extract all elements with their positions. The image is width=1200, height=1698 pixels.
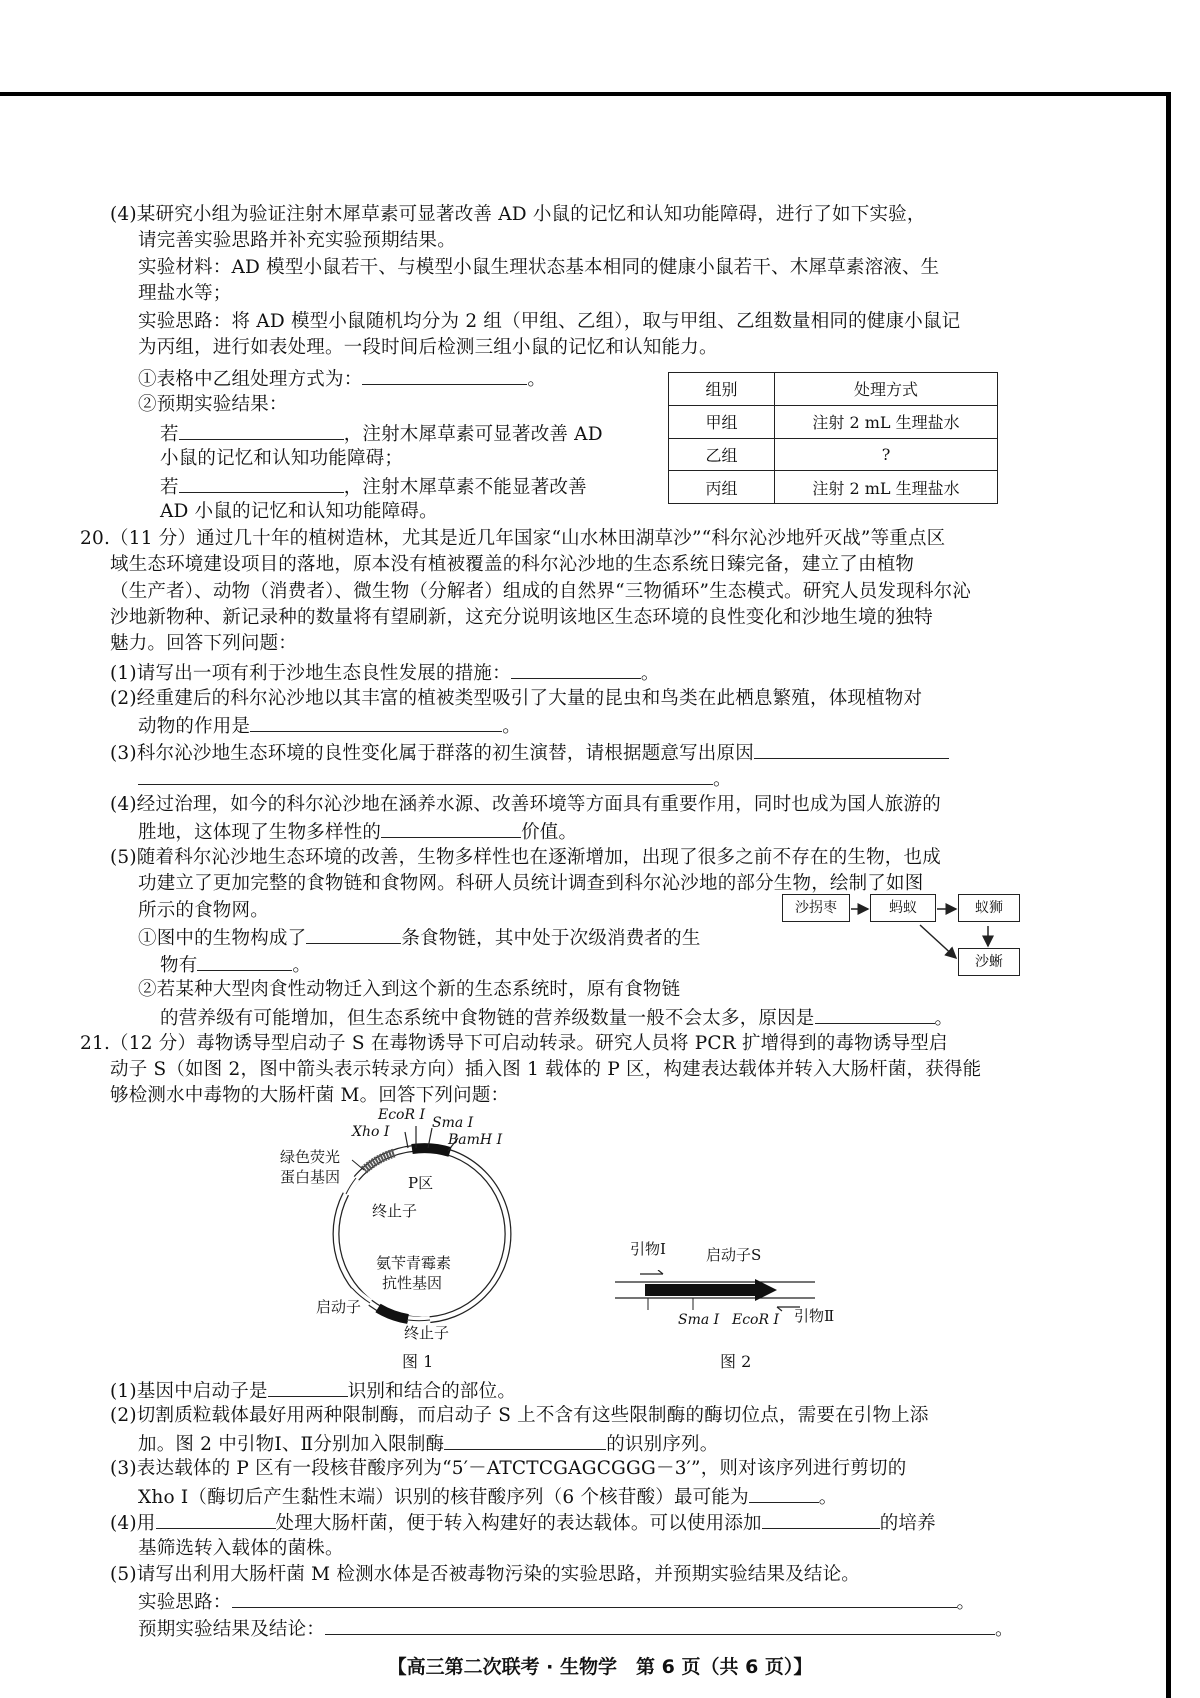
answer-blank[interactable] — [156, 1510, 276, 1529]
q19-line: 实验思路：将 AD 模型小鼠随机均分为 2 组（甲组、乙组），取与甲组、乙组数量相同的健康小鼠记 — [138, 311, 961, 332]
fig1-p-region-label: P区 — [408, 1174, 434, 1192]
foodweb-node-yishi: 蚁狮 — [958, 894, 1020, 922]
q21-result: 预期实验结果及结论： 。 — [138, 1616, 1014, 1642]
q21-p2: (2)切割质粒载体最好用两种限制酶，而启动子 S 上不含有这些限制酶的酶切位点，需要在引物上添 — [110, 1405, 929, 1426]
answer-blank[interactable] — [815, 1005, 935, 1024]
q20-p2b: 动物的作用是 。 — [138, 713, 521, 739]
q19-line: 实验材料：AD 模型小鼠若干、与模型小鼠生理状态基本相同的健康小鼠若干、木犀草素溶液、生 — [138, 257, 940, 278]
answer-blank[interactable] — [325, 1616, 995, 1635]
q20-p2: (2)经重建后的科尔沁沙地以其丰富的植被类型吸引了大量的昆虫和鸟类在此栖息繁殖，体现植物对 — [110, 688, 923, 709]
fig1-terminator-label: 终止子 — [372, 1202, 418, 1220]
q21-p3b: Xho Ⅰ（酶切后产生黏性末端）识别的核苷酸序列（6 个核苷酸）最可能为 。 — [138, 1484, 837, 1510]
table-header: 处理方式 — [775, 373, 998, 406]
table-cell: 注射 2 mL 生理盐水 — [775, 471, 998, 504]
fig1-amp-label-2: 抗性基因 — [382, 1274, 443, 1292]
foodweb-node-shaguaizao: 沙拐枣 — [782, 894, 850, 922]
q20-p5: (5)随着科尔沁沙地生态环境的改善，生物多样性也在逐渐增加，出现了很多之前不存在的生物，也成 — [110, 847, 941, 868]
q20-s1b: 物有 。 — [160, 952, 311, 978]
foodweb-node-shaxi: 沙蜥 — [958, 948, 1020, 976]
q20-p4b: 胜地，这体现了生物多样性的 价值。 — [138, 819, 577, 845]
q19-result-a2: 小鼠的记忆和认知功能障碍； — [160, 448, 404, 469]
table-cell: 乙组 — [669, 438, 775, 471]
fig1-ecori-label: EcoR Ⅰ — [378, 1107, 426, 1123]
fig2-caption: 图 2 — [720, 1352, 752, 1371]
answer-blank[interactable] — [232, 1589, 957, 1608]
page-footer: 【高三第二次联考 · 生物学 第 6 页（共 6 页）】 — [387, 1656, 813, 1678]
q19-line: 理盐水等； — [138, 283, 232, 304]
q21-idea: 实验思路： 。 — [138, 1589, 975, 1615]
fig2-promoter-s-label: 启动子S — [706, 1246, 762, 1264]
answer-blank[interactable] — [197, 952, 292, 971]
fig1-gfp-label-2: 蛋白基因 — [280, 1168, 341, 1186]
answer-blank[interactable] — [306, 925, 401, 944]
table-cell: 丙组 — [669, 471, 775, 504]
q19-line: (4)某研究小组为验证注射木犀草素可显著改善 AD 小鼠的记忆和认知功能障碍，进行了如下实验， — [110, 204, 926, 225]
page-frame-top — [0, 92, 1170, 96]
q20-p3: (3)科尔沁沙地生态环境的良性变化属于群落的初生演替，请根据题意写出原因 — [110, 740, 949, 766]
q20-line: 魅力。回答下列问题： — [110, 633, 298, 654]
q20-p5c: 所示的食物网。 — [138, 900, 269, 921]
fig2-primer2-label: 引物Ⅱ — [794, 1307, 835, 1325]
q20-p1: (1)请写出一项有利于沙地生态良性发展的措施： 。 — [110, 660, 660, 686]
q20-s1: ①图中的生物构成了 条食物链，其中处于次级消费者的生 — [138, 925, 701, 951]
answer-blank[interactable] — [381, 819, 521, 838]
table-cell: 注射 2 mL 生理盐水 — [775, 405, 998, 438]
answer-blank[interactable] — [511, 660, 641, 679]
q20-line: 域生态环境建设项目的落地，原本没有植被覆盖的科尔沁沙地的生态系统日臻完备，建立了由植物 — [110, 554, 915, 575]
answer-blank[interactable] — [762, 1510, 880, 1529]
fig1-caption: 图 1 — [402, 1352, 434, 1371]
q20-s2b: 的营养级有可能增加，但生态系统中食物链的营养级数量一般不会太多，原因是 。 — [160, 1005, 953, 1031]
q20-s2: ②若某种大型肉食性动物迁入到这个新的生态系统时，原有食物链 — [138, 979, 681, 1000]
foodweb-node-mayi: 蚂蚁 — [870, 894, 936, 922]
answer-blank[interactable] — [250, 713, 502, 732]
fig1-amp-label: 氨苄青霉素 — [376, 1254, 452, 1272]
q19-result-b2: AD 小鼠的记忆和认知功能障碍。 — [160, 501, 438, 522]
q19-line: 请完善实验思路并补充实验预期结果。 — [138, 230, 456, 251]
table-cell: 甲组 — [669, 405, 775, 438]
q21-p5: (5)请写出利用大肠杆菌 M 检测水体是否被毒物污染的实验思路，并预期实验结果及结论。 — [110, 1564, 861, 1585]
q19-result-b: 若 ，注射木犀草素不能显著改善 — [160, 474, 587, 500]
answer-blank[interactable] — [268, 1378, 348, 1397]
table-header: 组别 — [669, 373, 775, 406]
fig1-smai-label: Sma Ⅰ — [432, 1115, 474, 1131]
q20-line: 沙地新物种、新记录种的数量将有望刷新，这充分说明该地区生态环境的良性变化和沙地生境的独特 — [110, 607, 933, 628]
treatment-table — [668, 372, 998, 504]
q19-line: 为丙组，进行如表处理。一段时间后检测三组小鼠的记忆和认知能力。 — [138, 337, 718, 358]
q20-p3-cont: 。 — [138, 766, 732, 792]
q21-line: 21.（12 分）毒物诱导型启动子 S 在毒物诱导下可启动转录。研究人员将 PCR 扩增得到的毒物诱导型启 — [80, 1033, 948, 1054]
q20-line: （生产者）、动物（消费者）、微生物（分解者）组成的自然界“三物循环”生态模式。研究人员发现科尔沁 — [110, 581, 972, 602]
fig2-smai-label: Sma Ⅰ — [678, 1312, 720, 1328]
page-frame-right — [1166, 92, 1171, 1698]
answer-blank[interactable] — [179, 474, 344, 493]
answer-blank[interactable] — [754, 740, 949, 759]
fig1-xhoi-label: Xho Ⅰ — [352, 1124, 390, 1140]
table-cell: ? — [775, 438, 998, 471]
foodweb-arrows — [780, 890, 1030, 980]
q20-p4: (4)经过治理，如今的科尔沁沙地在涵养水源、改善环境等方面具有重要作用，同时也成为国人旅游的 — [110, 794, 941, 815]
q21-line: 够检测水中毒物的大肠杆菌 M。回答下列问题： — [110, 1085, 510, 1106]
q20-line: 20.（11 分）通过几十年的植树造林，尤其是近几年国家“山水林田湖草沙”“科尔沁沙地歼灭战”等重点区 — [80, 528, 946, 549]
fig1-bamhi-label: BamH Ⅰ — [448, 1132, 503, 1148]
answer-blank[interactable] — [444, 1431, 606, 1450]
answer-blank[interactable] — [362, 366, 527, 385]
fig1-promoter-label: 启动子 — [316, 1298, 362, 1316]
q21-line: 动子 S（如图 2，图中箭头表示转录方向）插入图 1 载体的 P 区，构建表达载体并转入大肠杆菌，获得能 — [110, 1059, 982, 1080]
answer-blank[interactable] — [749, 1484, 819, 1503]
fig2-ecori-label: EcoR Ⅰ — [732, 1312, 780, 1328]
answer-blank[interactable] — [138, 766, 713, 785]
q21-p1: (1)基因中启动子是 识别和结合的部位。 — [110, 1378, 516, 1404]
q21-p3: (3)表达载体的 P 区有一段核苷酸序列为“5′－ATCTCGAGCGGG－3′”，则对该序列进行剪切的 — [110, 1458, 907, 1479]
q21-p2b: 加。图 2 中引物Ⅰ、Ⅱ分别加入限制酶 的识别序列。 — [138, 1431, 718, 1457]
q19-sub1: ①表格中乙组处理方式为： 。 — [138, 366, 546, 392]
q21-p4: (4)用 处理大肠杆菌，便于转入构建好的表达载体。可以使用添加 的培养 — [110, 1510, 936, 1536]
q19-sub2: ②预期实验结果： — [138, 394, 288, 415]
fig1-terminator-label-2: 终止子 — [404, 1324, 450, 1342]
q21-p4b: 基筛选转入载体的菌株。 — [138, 1538, 344, 1559]
q19-result-a: 若 ，注射木犀草素可显著改善 AD — [160, 421, 603, 447]
fig2-primer1-label: 引物Ⅰ — [630, 1240, 666, 1258]
q20-p5b: 功建立了更加完整的食物链和食物网。科研人员统计调查到科尔沁沙地的部分生物，绘制了如图 — [138, 873, 924, 894]
answer-blank[interactable] — [179, 421, 344, 440]
fig1-gfp-label: 绿色荧光 — [280, 1148, 341, 1166]
